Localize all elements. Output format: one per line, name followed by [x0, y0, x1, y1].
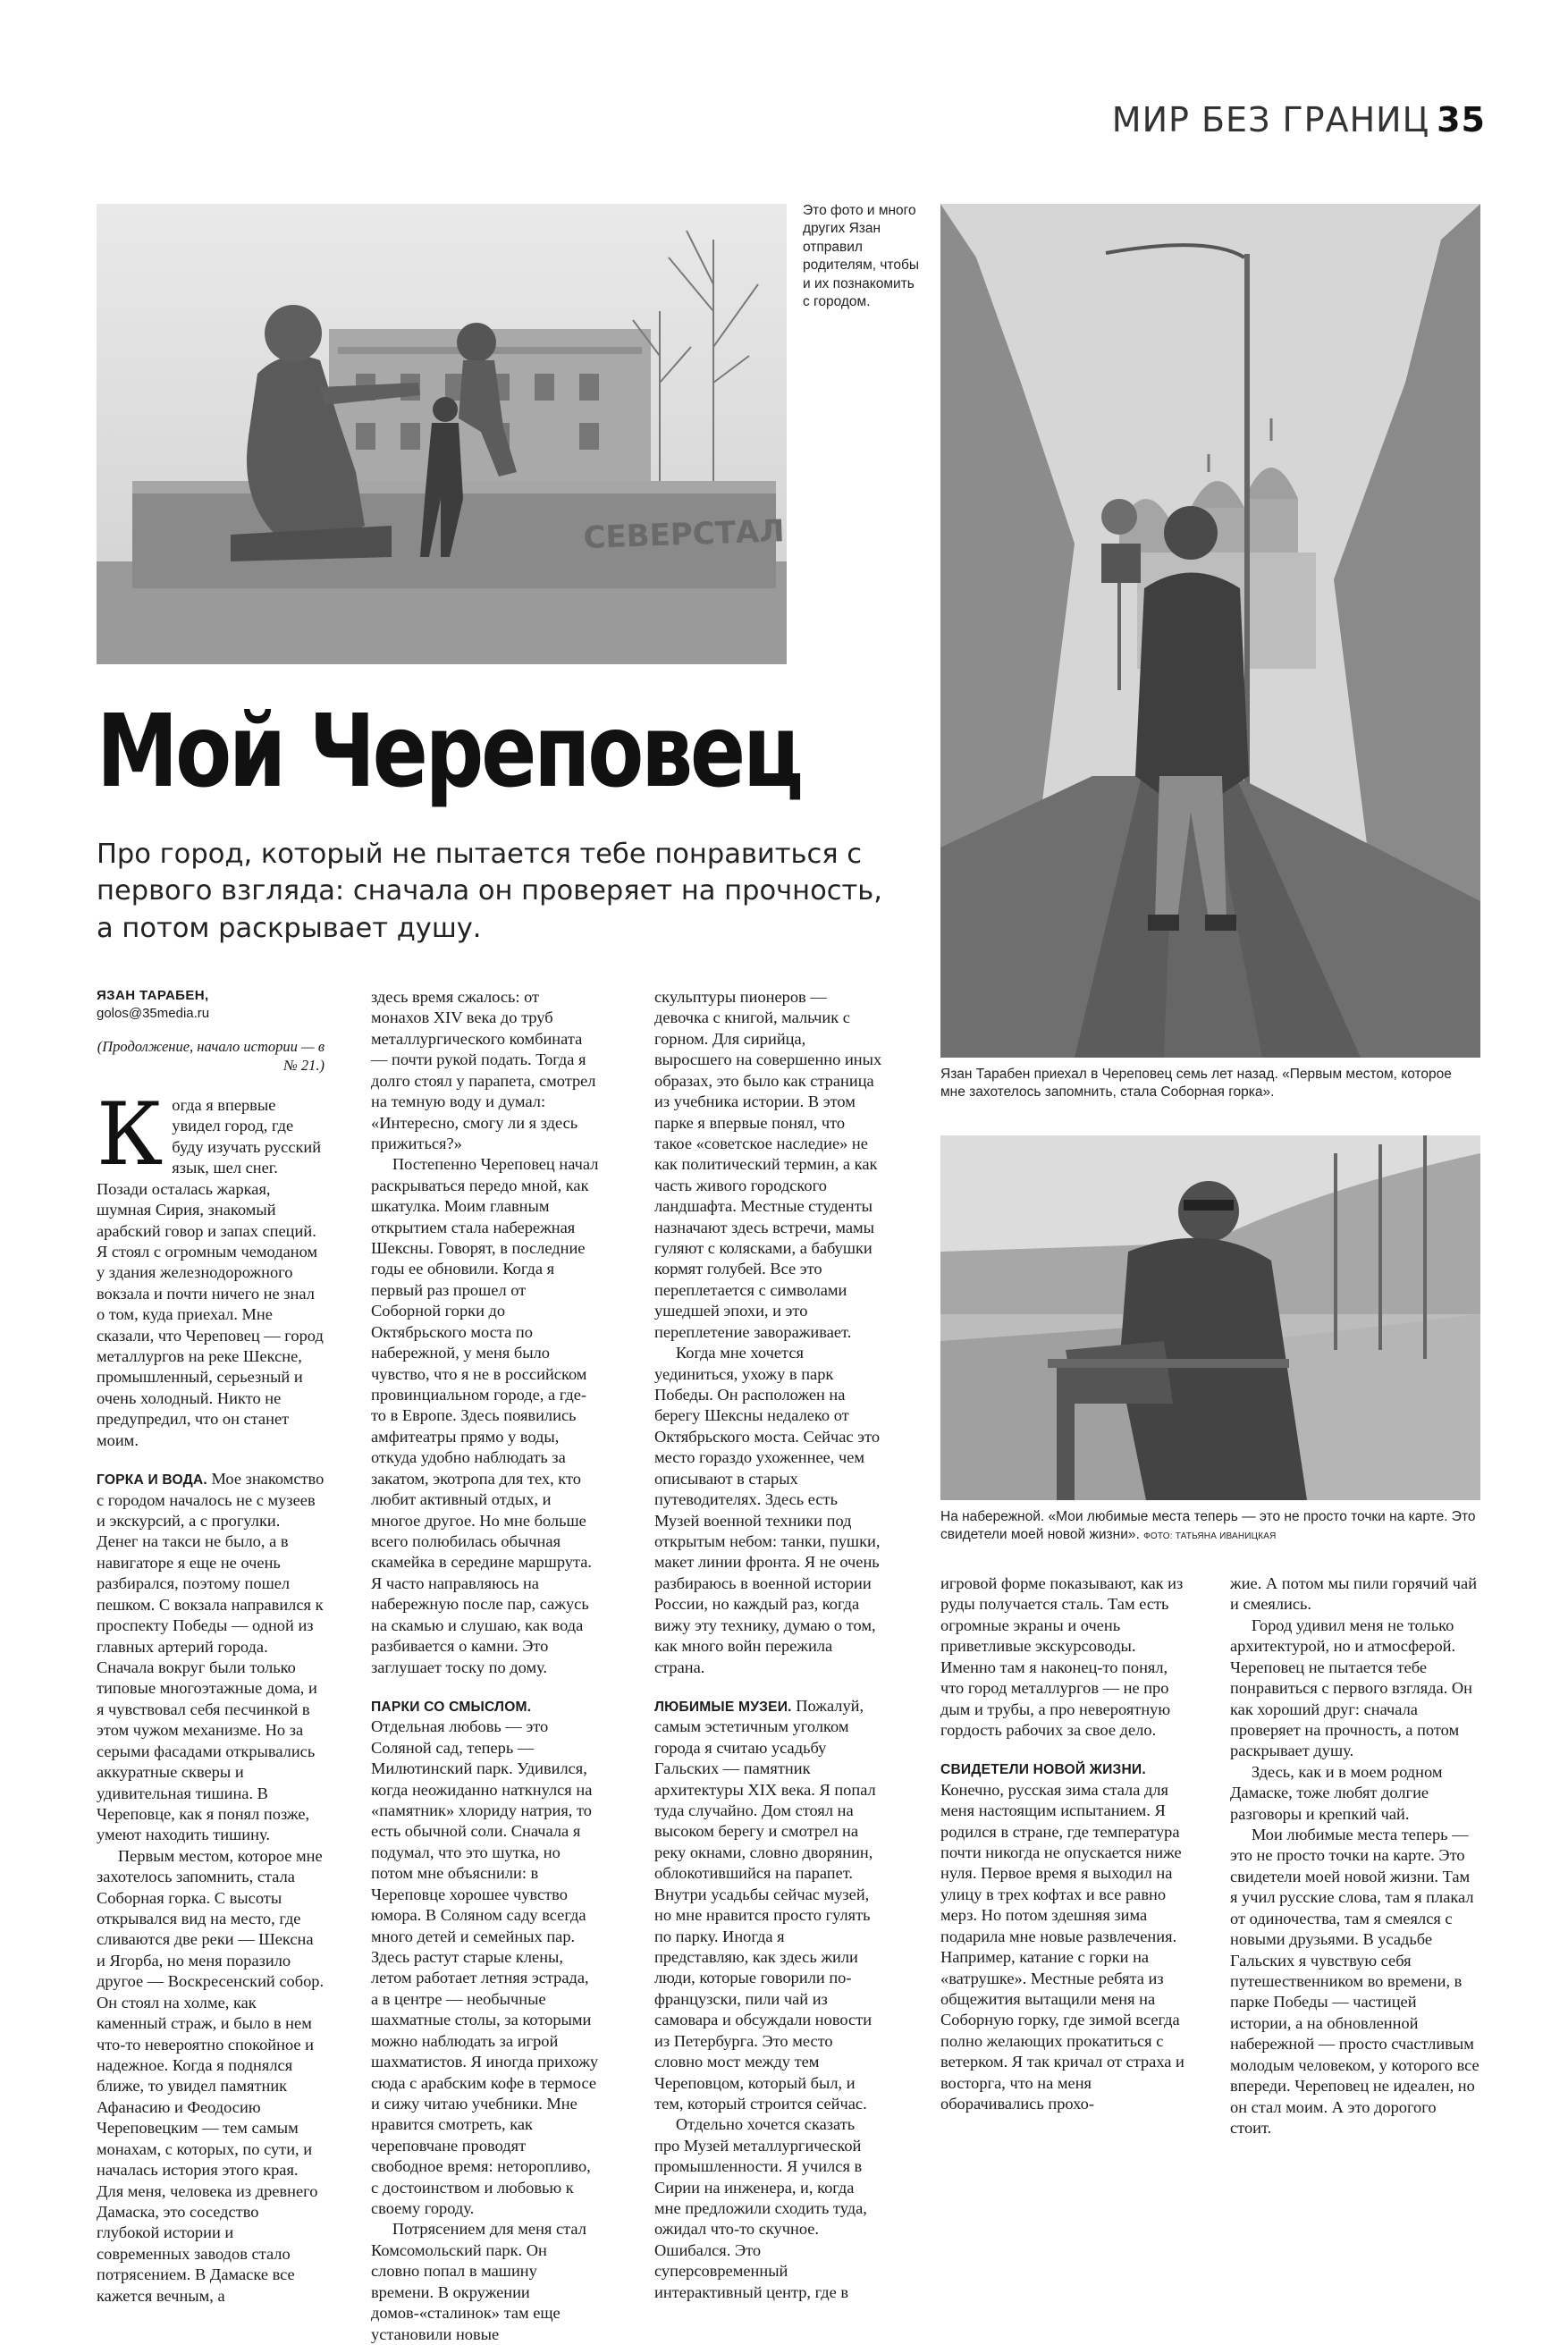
paragraph: скульптуры пионеров — девочка с книгой, мальчик с горном. Для сирийца, выросшего на совершенно иных образах, это было как страница из учебника истории. В этом парке я впервые понял, что такое «советское наследие» не как политический термин, а как часть живого городского ландшафта. Местные студенты назначают здесь встречи, мамы гуляют с колясками, а бабушки кормят голубей. Все это переплетается с символами ушедшей эпохи, и это переплетение завораживает. [654, 988, 882, 1341]
subheading: СВИДЕТЕЛИ НОВОЙ ЖИЗНИ. [940, 1762, 1146, 1778]
photo-embankment [940, 1135, 1480, 1500]
paragraph: Здесь, как и в моем родном Дамаске, тоже любят долгие разговоры и крепкий чай. [1230, 1762, 1443, 1823]
article-column-2 [371, 987, 599, 2345]
article-column-4 [940, 1573, 1188, 2115]
article-column-1 [97, 1084, 325, 2307]
page-number: 35 [1437, 100, 1486, 139]
section-name: МИР БЕЗ ГРАНИЦ [1111, 100, 1430, 139]
paragraph-text: Отдельная любовь — это Соляной сад, теперь — Милютинский парк. Удивился, когда неожиданно наткнулся на «памятник» хлориду натрия, то есть обычной соли. Сначала я подумал, что это шутка, но потом мне объяснили: в Череповце хорошее чувство юмора. В Соляном саду всегда много детей и семейных пар. Здесь растут старые клены, летом работает летняя эстрада, а в центре — необычные шахматные столы, за которыми можно наблюдать за игрой шахматистов. Я иногда прихожу сюда с арабским кофе в термосе и сижу читаю учебники. Мне нравится смотреть, как череповчане проводят свободное время: неторопливо, с достоинством и любовью к своему городу. [371, 1717, 599, 2218]
paragraph: Когда мне хочется уединиться, ухожу в парк Победы. Он расположен на берегу Шексны недалеко от Октябрьского моста. Сейчас это место гораздо ухоженнее, чем описывают в старых путеводителях. Здесь есть Музей военной техники под открытым небом: танки, пушки, макет линии фронта. Я не очень разбираюсь в военной истории России, но каждый раз, когда вижу эту технику, думаю о том, как много войн пережила страна. [654, 1344, 881, 1676]
photo-monument-caption: Это фото и много других Язан отправил родителям, чтобы и их познакомить с городом. [803, 203, 919, 310]
photo-embankment-caption-text: На набережной. «Мои любимые места теперь — это не просто точки на карте. Это свидетели моей новой жизни». [940, 1509, 1476, 1543]
article-lead: Про город, который не пытается тебе понравиться с первого взгляда: сначала он проверяет на прочность, а потом раскрывает душу. [97, 839, 882, 944]
paragraph-text: Пожалуй, самым эстетичным уголком города я считаю усадьбу Гальских — памятник архитектуры XIX века. Я попал туда случайно. Дом стоял на высоком берегу и смотрел на реку окнами, словно дворянин, облокотившийся на парапет. Внутри усадьбы сейчас музей, но мне нравится просто гулять по парку. Иногда я представляю, как здесь жили люди, которые говорили по-французски, пили чай из самовара и обсуждали новости из Петербурга. Это место словно мост между тем Череповцом, который был, и тем, который строится сейчас. [654, 1696, 876, 2113]
article-column-5 [1230, 1573, 1480, 2138]
subheading: ГОРКА И ВОДА. [97, 1472, 207, 1489]
paragraph [371, 1696, 599, 2220]
article-title: Мой Череповец [97, 694, 801, 810]
paragraph: Мои любимые места теперь — это не просто точки на карте. Это свидетели моей новой жизни. Там я учил русские слова, там я плакал от одиночества, там я смеялся с новыми друзьями. В усадьбе Гальских я чувствую себя путешественником во времени, в парке Победы — частицей истории, а на обновленной набережной — просто счастливым молодым человеком, у которого все впереди. Череповец не идеален, но он стал моим. А это дорогого стоит. [1230, 1826, 1479, 2137]
paragraph: игровой форме показывают, как из руды получается сталь. Там есть огромные экраны и очень приветливые экскурсоводы. Именно там я наконец-то понял, что город металлургов — не про дым и трубы, а про невероятную гордость рабочих за свое дело. [940, 1574, 1184, 1739]
paragraph [654, 1696, 882, 2114]
paragraph: Постепенно Череповец начал раскрываться передо мной, как шкатулка. Моим главным открытием стала набережная Шексны. Говорят, в последние годы ее обновили. Когда я первый раз прошел от Соборной горки до Октябрьского моста по набережной, у меня было чувство, что я не в российском провинциальном городе, а где-то в Европе. Здесь появились амфитеатры прямо у воды, откуда удобно наблюдать за закатом, экотропа для тех, кто любит активный отдых, и многое другое. Но мне больше всего полюбилась обычная скамейка в середине маршрута. Я часто направляюсь на набережную после пар, сажусь на скамью и слушаю, как вода разбивается о камни. Это заглушает тоску по дому. [371, 1155, 599, 1676]
paragraph-text: Конечно, русская зима стала для меня настоящим испытанием. Я родился в стране, где температура почти никогда не опускается ниже нуля. Первое время я выходил на улицу в трех кофтах и все равно мерз. Но потом здешняя зима подарила мне новые развлечения. Например, катание с горки на «ватрушке». Местные ребята из общежития вытащили меня на Соборную горку, где зимой всегда полно желающих прокатиться с ветерком. Я так кричал от страха и восторга, что на меня оборачивались прохо- [940, 1780, 1184, 2113]
subheading: ЛЮБИМЫЕ МУЗЕИ. [654, 1699, 792, 1715]
paragraph [940, 1759, 1188, 2114]
article-column-3 [654, 987, 882, 2303]
photo-monument [97, 204, 787, 664]
photo-park [940, 204, 1480, 1058]
photo-embankment-caption [940, 1508, 1480, 1545]
author-email: golos@35media.ru [97, 1006, 210, 1022]
monument-lettering: СЕВЕРСТАЛ [582, 513, 786, 556]
drop-cap: К [97, 1084, 164, 1185]
paragraph: здесь время сжалось: от монахов XIV века до труб металлургического комбината — почти рукой подать. Тогда я долго стоял у парапета, смотрел на темную воду и думал: «Интересно, смогу ли я здесь прижиться?» [371, 988, 596, 1152]
paragraph: огда я впервые увидел город, где буду изучать русский язык, шел снег. Позади осталась жаркая, шумная Сирия, знакомый арабский говор и запах специй. Я стоял с огромным чемоданом у здания железнодорожного вокзала и почти ничего не знал о том, куда приехал. Мне сказали, что Череповец — город металлургов на реке Шексне, промышленный, серьезный и очень холодный. Никто не предупредил, что он станет моим. [97, 1096, 324, 1449]
author-name: ЯЗАН ТАРАБЕН, [97, 988, 209, 1003]
paragraph: Потрясением для меня стал Комсомольский парк. Он словно попал в машину времени. В окружении домов-«сталинок» там еще установили новые [371, 2220, 586, 2343]
paragraph: жие. А потом мы пили горячий чай и смеялись. [1230, 1574, 1478, 1614]
subheading: ПАРКИ СО СМЫСЛОМ. [371, 1699, 532, 1715]
paragraph: Первым местом, которое мне захотелось запомнить, стала Соборная горка. С высоты открывался вид на место, где сливаются две реки — Шексна и Ягорба, но меня поразило другое — Воскресенский собор. Он стоял на холме, как каменный страж, и было в нем что-то невероятно спокойное и надежное. Когда я поднялся ближе, то увидел памятник Афанасию и Феодосию Череповецким — тем самым монахам, с которых, по сути, и началась история этого края. Для меня, человека из древнего Дамаска, это соседство глубокой истории и современных заводов стало потрясением. В Дамаске все кажется вечным, а [97, 1846, 325, 2305]
author-block [97, 987, 347, 1024]
paragraph [97, 1469, 325, 1846]
paragraph-text: Мое знакомство с городом началось не с музеев и экскурсий, а с прогулки. Денег на такси не было, а в навигаторе я еще не очень разбирался, поэтому пошел пешком. С вокзала направился к проспекту Победы — одной из главных артерий города. Сначала вокруг были только типовые многоэтажные дома, и я чувствовал себя песчинкой в этом чужом механизме. Но за серыми фасадами открывались аккуратные скверы и удивительная тишина. В Череповце, как я понял позже, умеют находить тишину. [97, 1470, 325, 1844]
photo-park-caption: Язан Тарабен приехал в Череповец семь лет назад. «Первым местом, которое мне захотелось запомнить, стала Соборная горка». [940, 1067, 1452, 1101]
page-header [1100, 100, 1486, 139]
paragraph: Отдельно хочется сказать про Музей металлургической промышленности. Я учился в Сирии на инженера, и, когда мне предложили сходить туда, ожидал что-то скучное. Ошибался. Это суперсовременный интерактивный центр, где в [654, 2115, 867, 2301]
paragraph: Город удивил меня не только архитектурой, но и атмосферой. Череповец не пытается тебе понравиться с первого взгляда. Он как хороший друг: сначала проверяет на прочность, а потом раскрывает душу. [1230, 1615, 1473, 1760]
photo-credit: ФОТО: ТАТЬЯНА ИВАНИЦКАЯ [1143, 1531, 1277, 1542]
continuation-note: (Продолжение, начало истории — в № 21.) [97, 1038, 325, 1075]
